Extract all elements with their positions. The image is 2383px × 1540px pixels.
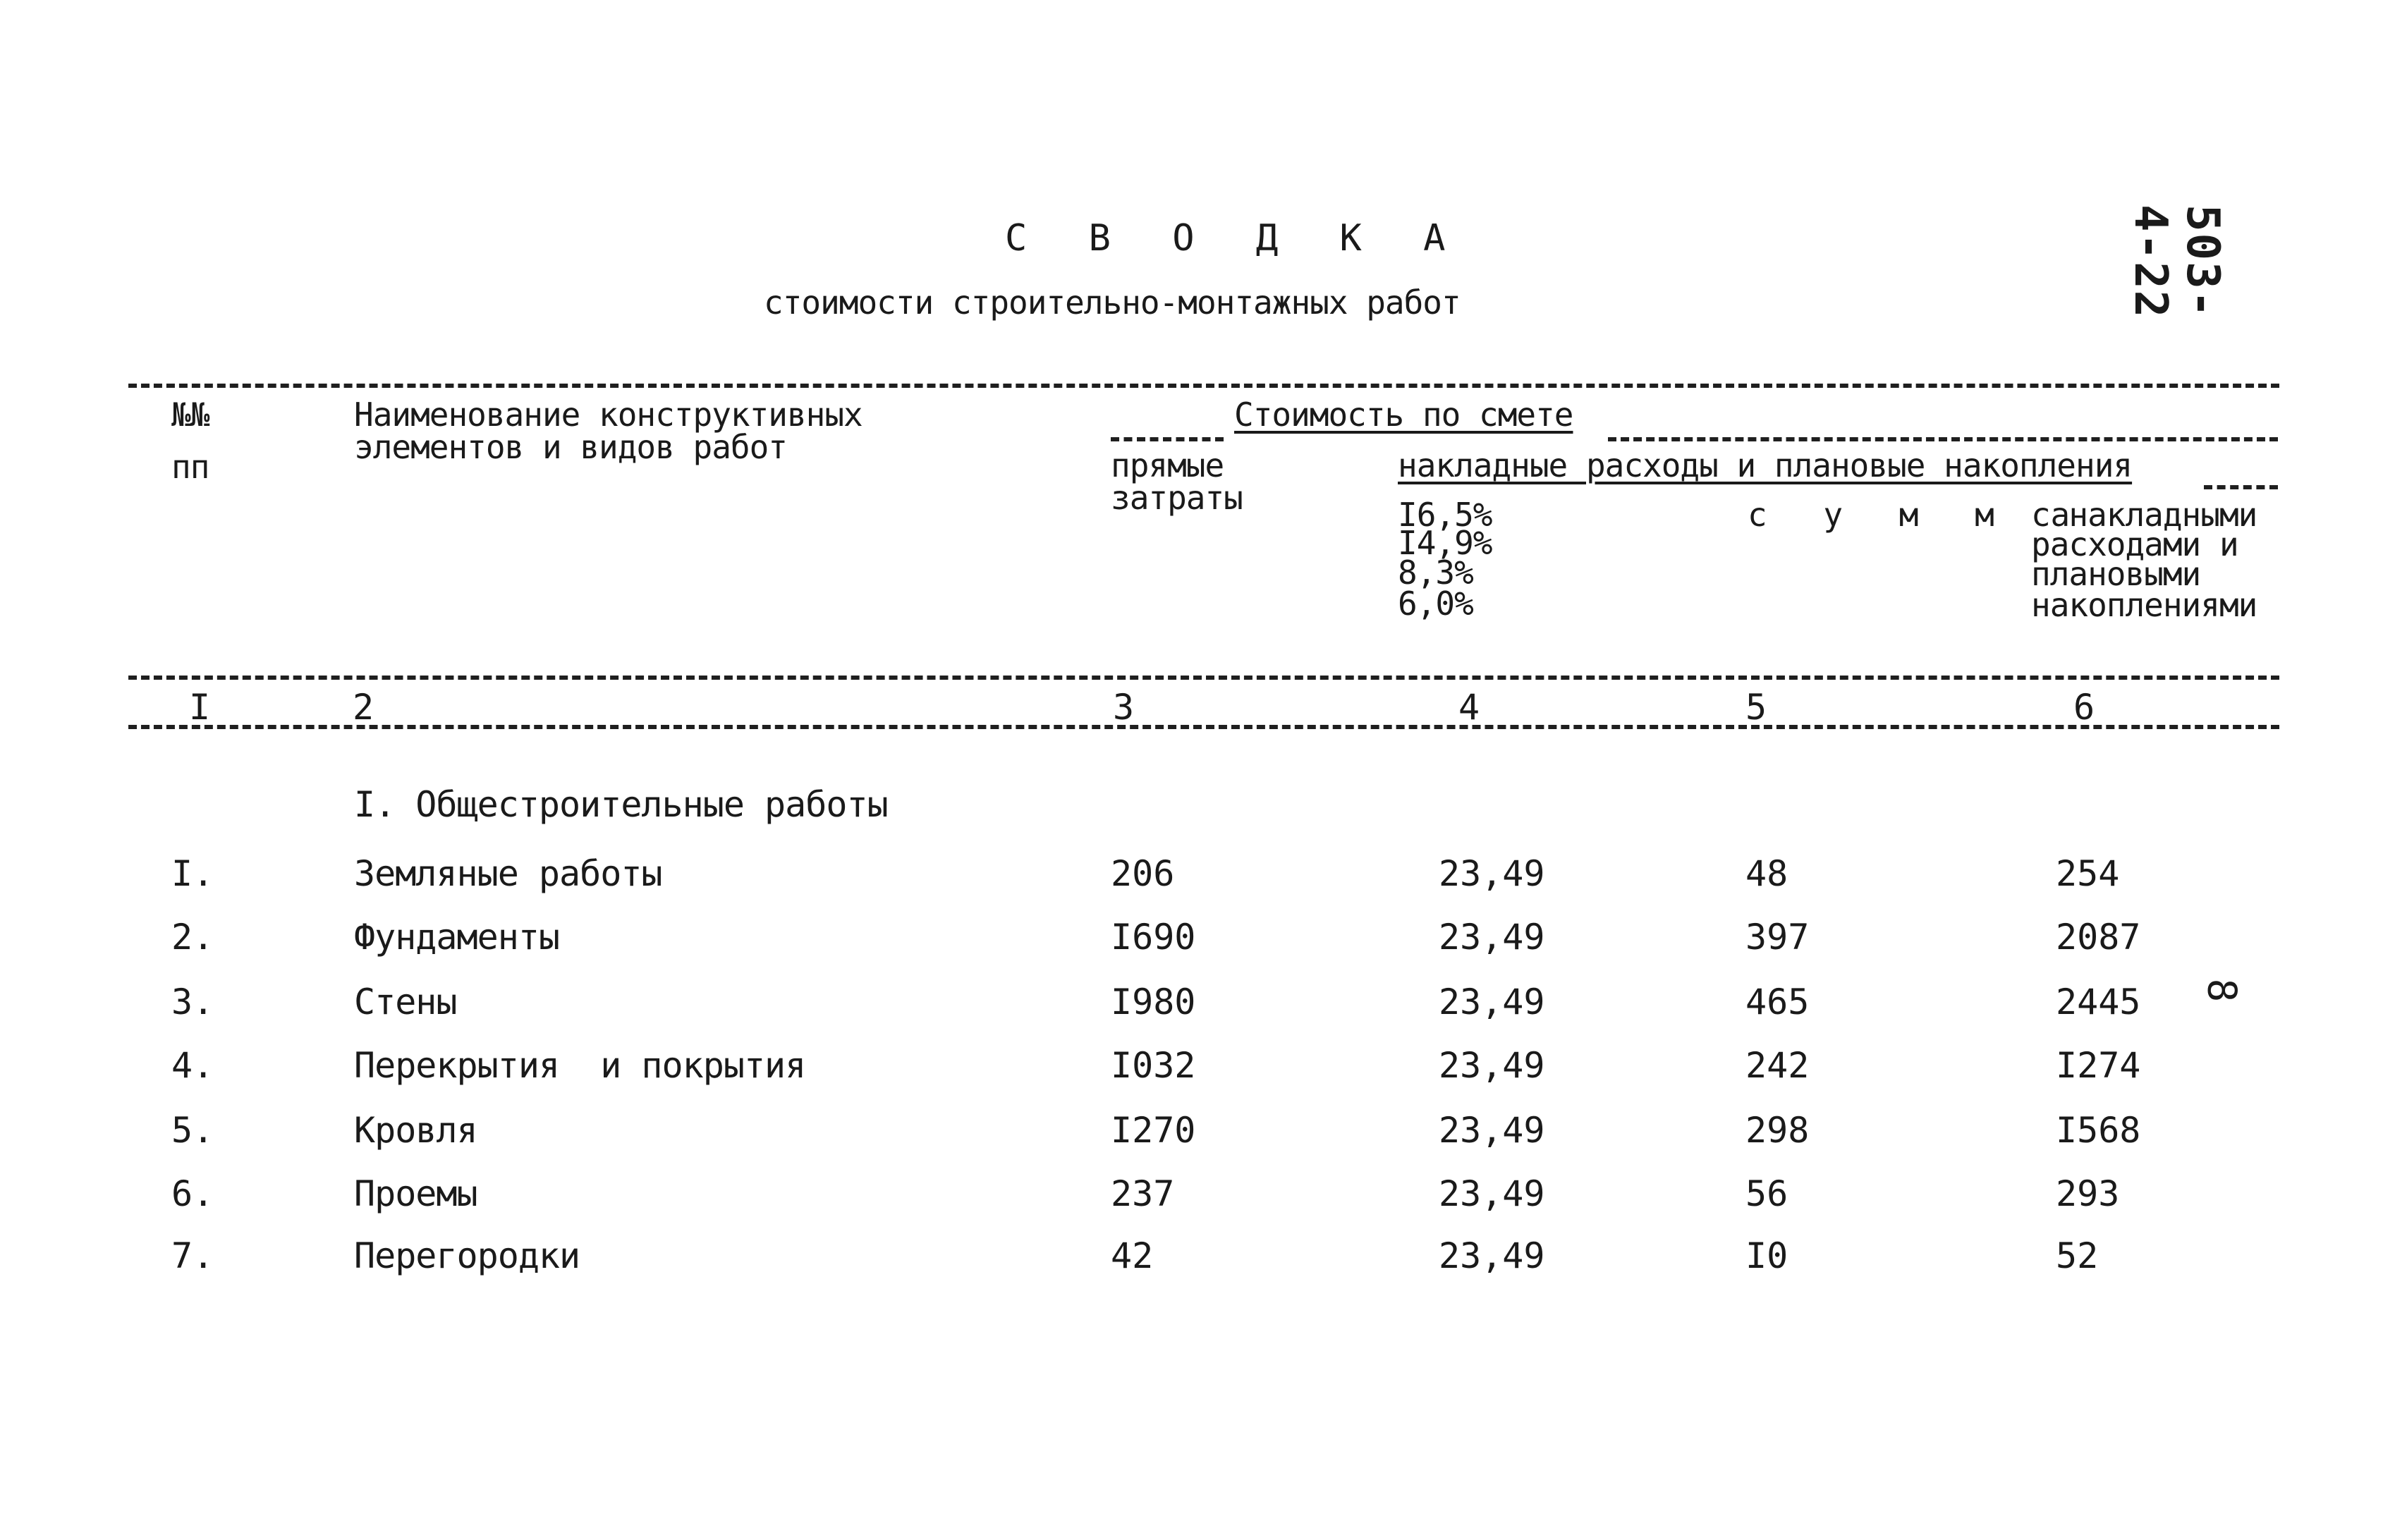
row-name: Проемы <box>354 1173 477 1214</box>
col-total-label-line2: расходами и <box>2031 525 2238 563</box>
row-direct-cost: 42 <box>1111 1235 1154 1276</box>
col-index-1: I <box>189 687 211 728</box>
row-rate: 23,49 <box>1439 917 1545 958</box>
row-number: 5. <box>171 1110 214 1151</box>
row-sum: 397 <box>1745 917 1810 958</box>
row-sum: 242 <box>1745 1045 1810 1086</box>
row-rate: 23,49 <box>1439 1235 1545 1276</box>
table-row <box>0 982 2383 1024</box>
row-direct-cost: 206 <box>1111 853 1175 894</box>
row-name: Земляные работы <box>354 853 662 894</box>
col-index-3: 3 <box>1113 687 1135 728</box>
col-total-label-line4: накоплениями <box>2031 586 2257 624</box>
row-total: 2087 <box>2056 917 2141 958</box>
section-title: I. Общестроительные работы <box>354 784 888 825</box>
col-total-label-line3: плановыми <box>2031 555 2201 593</box>
cost-group-right-rule <box>1608 437 2278 441</box>
document-subtitle: стоимости строительно-монтажных работ <box>764 283 1461 322</box>
col-index-4: 4 <box>1458 687 1480 728</box>
rate-1: I6,5% <box>1398 496 1492 534</box>
header-bottom-rule <box>128 676 2279 680</box>
col-index-2: 2 <box>353 687 374 728</box>
col-direct-label-line2: затраты <box>1111 479 1243 517</box>
col-index-6: 6 <box>2073 687 2095 728</box>
row-rate: 23,49 <box>1439 1110 1545 1151</box>
row-number: I. <box>171 853 214 894</box>
row-name: Кровля <box>354 1110 477 1151</box>
col-total-label-line1: с накладными <box>2031 496 2257 534</box>
row-number: 2. <box>171 917 214 958</box>
col-number-sublabel: пп <box>171 448 209 486</box>
row-sum: I0 <box>1745 1235 1788 1276</box>
table-row <box>0 853 2383 896</box>
row-direct-cost: I690 <box>1111 917 1196 958</box>
row-direct-cost: 237 <box>1111 1173 1175 1214</box>
row-direct-cost: I032 <box>1111 1045 1196 1086</box>
row-total: 293 <box>2056 1173 2120 1214</box>
row-direct-cost: I980 <box>1111 982 1196 1022</box>
cost-group-label: Стоимость по смете <box>1234 396 1573 434</box>
table-row <box>0 1045 2383 1087</box>
col-index-5: 5 <box>1745 687 1767 728</box>
row-number: 4. <box>171 1045 214 1086</box>
col-name-label-line1: Наименование конструктивных <box>354 396 863 434</box>
rate-3: 8,3% <box>1398 554 1473 592</box>
col-number-label: №№ <box>171 396 209 434</box>
table-row <box>0 1173 2383 1216</box>
col-sum-label: с у м м а <box>1748 496 2089 534</box>
overhead-group-right-rule <box>2204 485 2278 489</box>
rate-4: 6,0% <box>1398 585 1473 623</box>
row-sum: 465 <box>1745 982 1810 1022</box>
overhead-group-label: накладные расходы и плановые накопления <box>1398 446 2133 484</box>
col-direct-label-line1: прямые <box>1111 446 1224 484</box>
row-number: 7. <box>171 1235 214 1276</box>
table-row <box>0 917 2383 959</box>
row-name: Стены <box>354 982 457 1022</box>
row-name: Фундаменты <box>354 917 560 958</box>
row-name: Перекрытия и покрытия <box>354 1045 806 1086</box>
row-sum: 48 <box>1745 853 1788 894</box>
row-number: 6. <box>171 1173 214 1214</box>
header-top-rule <box>128 384 2279 388</box>
row-rate: 23,49 <box>1439 1173 1545 1214</box>
row-rate: 23,49 <box>1439 1045 1545 1086</box>
row-total: I568 <box>2056 1110 2141 1151</box>
row-total: 254 <box>2056 853 2120 894</box>
row-direct-cost: I270 <box>1111 1110 1196 1151</box>
row-total: 52 <box>2056 1235 2099 1276</box>
row-total: 2445 <box>2056 982 2141 1022</box>
row-sum: 56 <box>1745 1173 1788 1214</box>
document-title: С В О Д К А <box>1005 217 1465 259</box>
col-name-label-line2: элементов и видов работ <box>354 428 787 466</box>
row-rate: 23,49 <box>1439 982 1545 1022</box>
table-row <box>0 1235 2383 1278</box>
row-total: I274 <box>2056 1045 2141 1086</box>
cost-group-left-rule <box>1111 437 1224 441</box>
document-code: 503-4-22 <box>2124 204 2229 319</box>
numbers-bottom-rule <box>128 725 2279 729</box>
table-row <box>0 1110 2383 1152</box>
row-sum: 298 <box>1745 1110 1810 1151</box>
row-name: Перегородки <box>354 1235 580 1276</box>
row-number: 3. <box>171 982 214 1022</box>
rate-2: I4,9% <box>1398 524 1492 562</box>
page-number: 8 <box>2198 978 2245 1003</box>
row-rate: 23,49 <box>1439 853 1545 894</box>
